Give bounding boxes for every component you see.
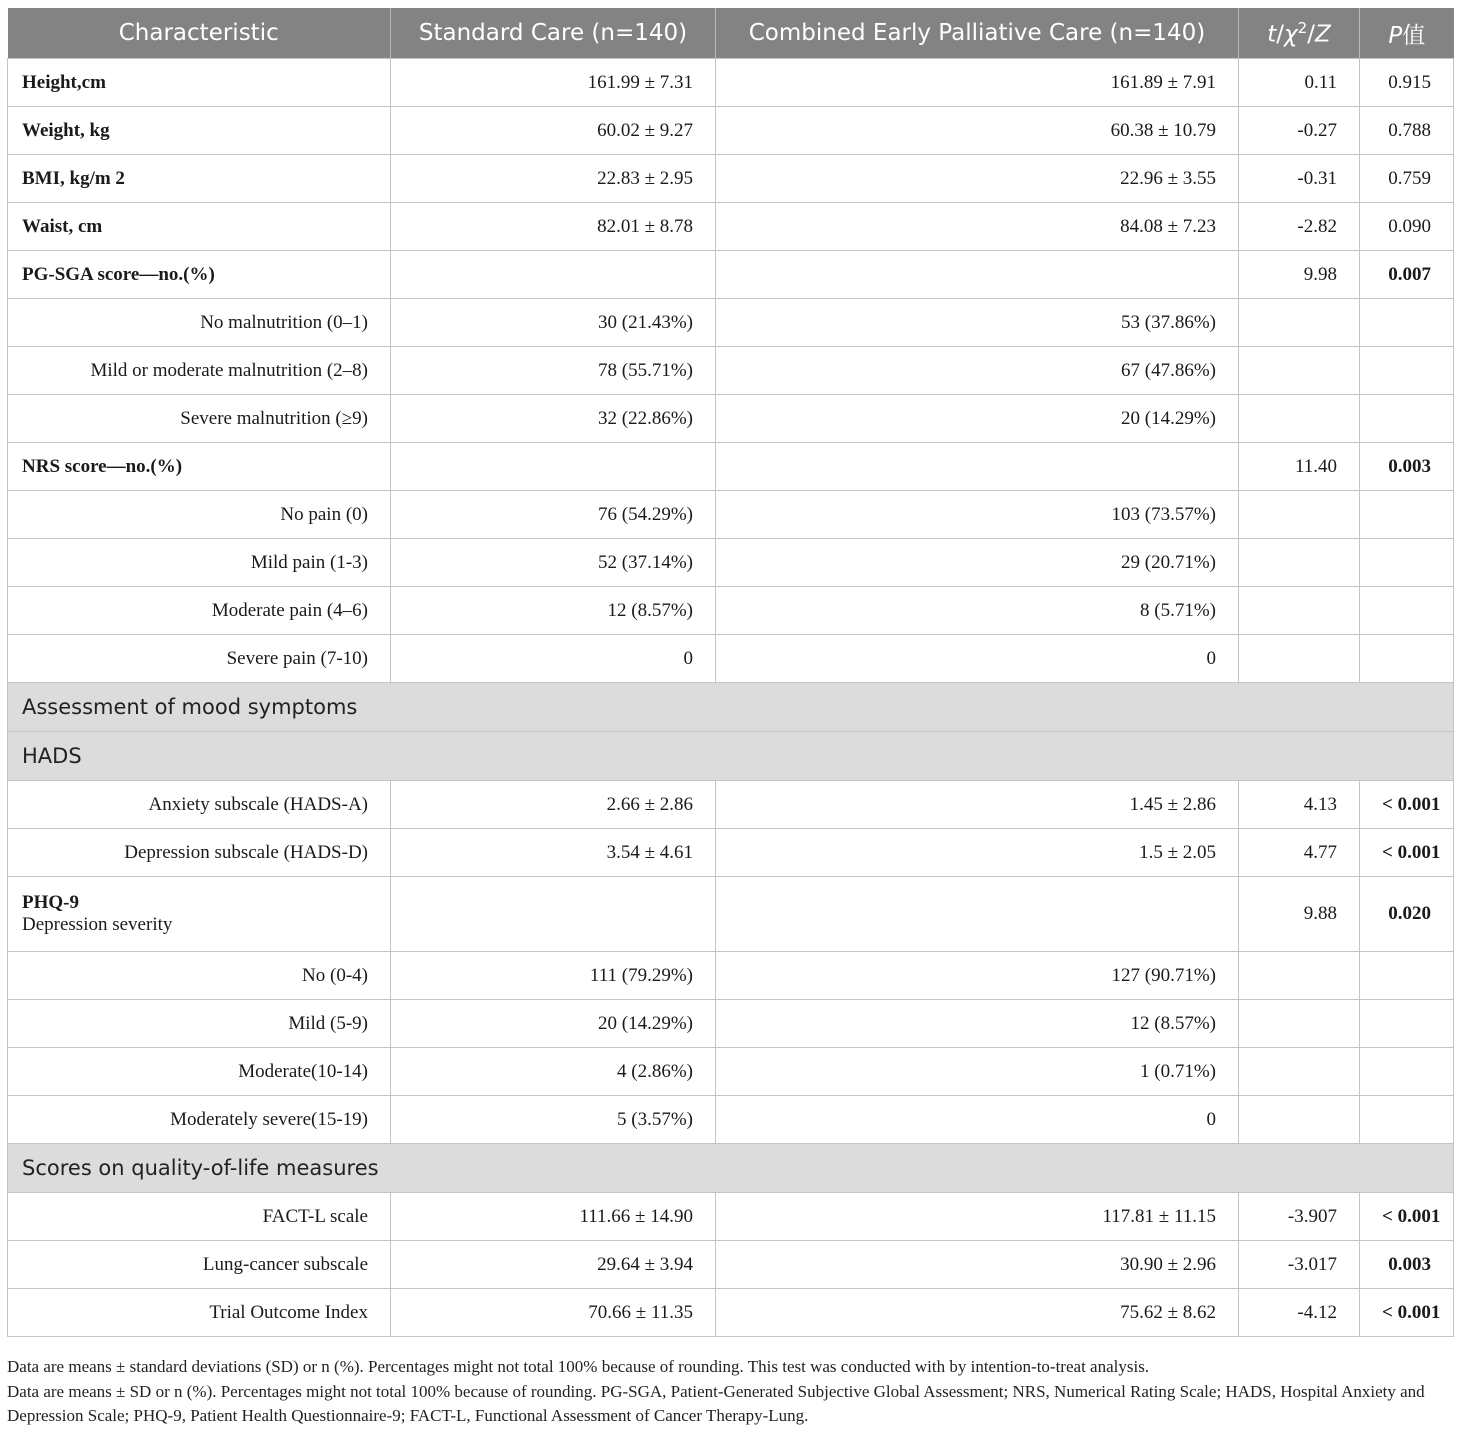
- combined-value: 1 (0.71%): [716, 1048, 1239, 1096]
- combined-value: 53 (37.86%): [716, 299, 1239, 347]
- stat-value: 0.11: [1239, 59, 1360, 107]
- standard-value: 5 (3.57%): [391, 1096, 716, 1144]
- table-row: [8, 107, 1454, 155]
- p-value: [1360, 299, 1454, 347]
- table-row: [8, 539, 1454, 587]
- combined-value: 20 (14.29%): [716, 395, 1239, 443]
- p-value: 0.003: [1360, 1241, 1454, 1289]
- row-label: Severe pain (7-10): [8, 635, 391, 683]
- row-label: No malnutrition (0–1): [8, 299, 391, 347]
- combined-value: 60.38 ± 10.79: [716, 107, 1239, 155]
- standard-value: 4 (2.86%): [391, 1048, 716, 1096]
- table-row: [8, 395, 1454, 443]
- table-row: [8, 1289, 1454, 1337]
- section-row: [8, 1144, 1454, 1193]
- stat-value: 4.77: [1239, 829, 1360, 877]
- table-row: [8, 1000, 1454, 1048]
- stat-value: [1239, 1000, 1360, 1048]
- p-value: < 0.001: [1360, 1193, 1454, 1241]
- stat-value: 9.98: [1239, 251, 1360, 299]
- p-value: < 0.001: [1360, 1289, 1454, 1337]
- standard-value: 22.83 ± 2.95: [391, 155, 716, 203]
- header-statistic: $t/\chi^2/Z$: [1239, 8, 1360, 59]
- section-heading-quality-of-life: Scores on quality-of-life measures: [8, 1144, 1454, 1193]
- row-label: Moderate pain (4–6): [8, 587, 391, 635]
- table-row: [8, 443, 1454, 491]
- row-label: No (0-4): [8, 952, 391, 1000]
- standard-value: 82.01 ± 8.78: [391, 203, 716, 251]
- p-value: 0.915: [1360, 59, 1454, 107]
- p-value: [1360, 1000, 1454, 1048]
- standard-value: 3.54 ± 4.61: [391, 829, 716, 877]
- combined-value: 127 (90.71%): [716, 952, 1239, 1000]
- table-row: [8, 59, 1454, 107]
- row-label: Moderately severe(15-19): [8, 1096, 391, 1144]
- section-row: [8, 683, 1454, 732]
- combined-value: 117.81 ± 11.15: [716, 1193, 1239, 1241]
- header-p-value: P值: [1360, 8, 1454, 59]
- results-table: [7, 8, 1454, 1337]
- standard-value: 52 (37.14%): [391, 539, 716, 587]
- row-label: FACT-L scale: [8, 1193, 391, 1241]
- combined-value: 1.45 ± 2.86: [716, 781, 1239, 829]
- p-value: 0.759: [1360, 155, 1454, 203]
- table-row: [8, 781, 1454, 829]
- p-value: [1360, 395, 1454, 443]
- stat-value: [1239, 1048, 1360, 1096]
- combined-value: 0: [716, 1096, 1239, 1144]
- row-label: Weight, kg: [8, 107, 391, 155]
- row-label: Lung-cancer subscale: [8, 1241, 391, 1289]
- stat-value: 4.13: [1239, 781, 1360, 829]
- standard-value: 20 (14.29%): [391, 1000, 716, 1048]
- p-value: [1360, 347, 1454, 395]
- header-characteristic: Characteristic: [8, 8, 391, 59]
- table-row: [8, 347, 1454, 395]
- table-row: [8, 299, 1454, 347]
- stat-value: -3.017: [1239, 1241, 1360, 1289]
- combined-value: 29 (20.71%): [716, 539, 1239, 587]
- standard-value: 32 (22.86%): [391, 395, 716, 443]
- standard-value: 0: [391, 635, 716, 683]
- row-label: Waist, cm: [8, 203, 391, 251]
- table-row: [8, 491, 1454, 539]
- section-heading-mood: Assessment of mood symptoms: [8, 683, 1454, 732]
- header-combined-care: Combined Early Palliative Care (n=140): [716, 8, 1239, 59]
- standard-value: 12 (8.57%): [391, 587, 716, 635]
- table-row: [8, 829, 1454, 877]
- combined-value: 1.5 ± 2.05: [716, 829, 1239, 877]
- table-row: [8, 635, 1454, 683]
- p-value: < 0.001: [1360, 829, 1454, 877]
- standard-value: 161.99 ± 7.31: [391, 59, 716, 107]
- stat-value: [1239, 395, 1360, 443]
- standard-value: [391, 443, 716, 491]
- table-row: [8, 155, 1454, 203]
- table-row: [8, 877, 1454, 952]
- row-label: Height,cm: [8, 59, 391, 107]
- stat-value: -3.907: [1239, 1193, 1360, 1241]
- combined-value: 30.90 ± 2.96: [716, 1241, 1239, 1289]
- table-row: [8, 587, 1454, 635]
- row-label: Moderate(10-14): [8, 1048, 391, 1096]
- row-label: Mild pain (1-3): [8, 539, 391, 587]
- stat-value: -2.82: [1239, 203, 1360, 251]
- p-value: 0.788: [1360, 107, 1454, 155]
- combined-value: 8 (5.71%): [716, 587, 1239, 635]
- p-value: 0.090: [1360, 203, 1454, 251]
- p-value: [1360, 1096, 1454, 1144]
- stat-value: [1239, 299, 1360, 347]
- row-label: PG-SGA score—no.(%): [8, 251, 391, 299]
- phq9-subtitle: Depression severity: [22, 914, 173, 935]
- standard-value: [391, 877, 716, 952]
- p-value: [1360, 491, 1454, 539]
- row-label: [8, 877, 391, 952]
- table-row: [8, 1096, 1454, 1144]
- p-value: < 0.001: [1360, 781, 1454, 829]
- standard-value: 70.66 ± 11.35: [391, 1289, 716, 1337]
- row-label: Severe malnutrition (≥9): [8, 395, 391, 443]
- stat-value: [1239, 587, 1360, 635]
- section-heading-hads: HADS: [8, 732, 1454, 781]
- standard-value: 2.66 ± 2.86: [391, 781, 716, 829]
- row-label: No pain (0): [8, 491, 391, 539]
- table-footnotes: [7, 1355, 1453, 1429]
- table-row: [8, 1048, 1454, 1096]
- p-value: [1360, 952, 1454, 1000]
- table-row: [8, 203, 1454, 251]
- row-label: NRS score—no.(%): [8, 443, 391, 491]
- row-label: BMI, kg/m 2: [8, 155, 391, 203]
- combined-value: [716, 877, 1239, 952]
- row-label: Depression subscale (HADS-D): [8, 829, 391, 877]
- p-value: 0.003: [1360, 443, 1454, 491]
- combined-value: 75.62 ± 8.62: [716, 1289, 1239, 1337]
- p-value: [1360, 635, 1454, 683]
- standard-value: 60.02 ± 9.27: [391, 107, 716, 155]
- stat-value: [1239, 491, 1360, 539]
- section-row: [8, 732, 1454, 781]
- combined-value: 67 (47.86%): [716, 347, 1239, 395]
- row-label: Trial Outcome Index: [8, 1289, 391, 1337]
- footnote: Data are means ± SD or n (%). Percentages might not total 100% because of rounding. PG-SGA, Patient-Generated Subjective Global Assessment; NRS, Numerical Rating Scale; HADS, Hospital Anxiety and Depression Scale; PHQ-9, Patient Health Questionnaire-9; FACT-L, Functional Assessment of Cancer Therapy-Lung.: [7, 1381, 1425, 1425]
- header-standard-care: Standard Care (n=140): [391, 8, 716, 59]
- stat-value: [1239, 347, 1360, 395]
- p-value: [1360, 1048, 1454, 1096]
- row-label: Mild or moderate malnutrition (2–8): [8, 347, 391, 395]
- stat-value: [1239, 1096, 1360, 1144]
- combined-value: 0: [716, 635, 1239, 683]
- stat-value: -0.27: [1239, 107, 1360, 155]
- combined-value: 84.08 ± 7.23: [716, 203, 1239, 251]
- header-row: [8, 8, 1454, 59]
- combined-value: 103 (73.57%): [716, 491, 1239, 539]
- stat-value: -0.31: [1239, 155, 1360, 203]
- table-row: [8, 952, 1454, 1000]
- standard-value: 78 (55.71%): [391, 347, 716, 395]
- standard-value: 30 (21.43%): [391, 299, 716, 347]
- combined-value: [716, 251, 1239, 299]
- stat-value: -4.12: [1239, 1289, 1360, 1337]
- standard-value: 111 (79.29%): [391, 952, 716, 1000]
- row-label: Mild (5-9): [8, 1000, 391, 1048]
- standard-value: 29.64 ± 3.94: [391, 1241, 716, 1289]
- combined-value: 161.89 ± 7.91: [716, 59, 1239, 107]
- p-value: 0.007: [1360, 251, 1454, 299]
- combined-value: [716, 443, 1239, 491]
- stat-value: [1239, 635, 1360, 683]
- table-row: [8, 251, 1454, 299]
- p-value: 0.020: [1360, 877, 1454, 952]
- phq9-title: PHQ-9: [22, 892, 79, 913]
- row-label: Anxiety subscale (HADS-A): [8, 781, 391, 829]
- combined-value: 22.96 ± 3.55: [716, 155, 1239, 203]
- combined-value: 12 (8.57%): [716, 1000, 1239, 1048]
- p-value: [1360, 587, 1454, 635]
- standard-value: [391, 251, 716, 299]
- stat-value: 9.88: [1239, 877, 1360, 952]
- stat-value: [1239, 952, 1360, 1000]
- footnote: Data are means ± standard deviations (SD) or n (%). Percentages might not total 100% because of rounding. This test was conducted with by intention-to-treat analysis.: [7, 1357, 1150, 1376]
- standard-value: 76 (54.29%): [391, 491, 716, 539]
- table-row: [8, 1193, 1454, 1241]
- table-row: [8, 1241, 1454, 1289]
- stat-value: 11.40: [1239, 443, 1360, 491]
- p-value: [1360, 539, 1454, 587]
- standard-value: 111.66 ± 14.90: [391, 1193, 716, 1241]
- stat-value: [1239, 539, 1360, 587]
